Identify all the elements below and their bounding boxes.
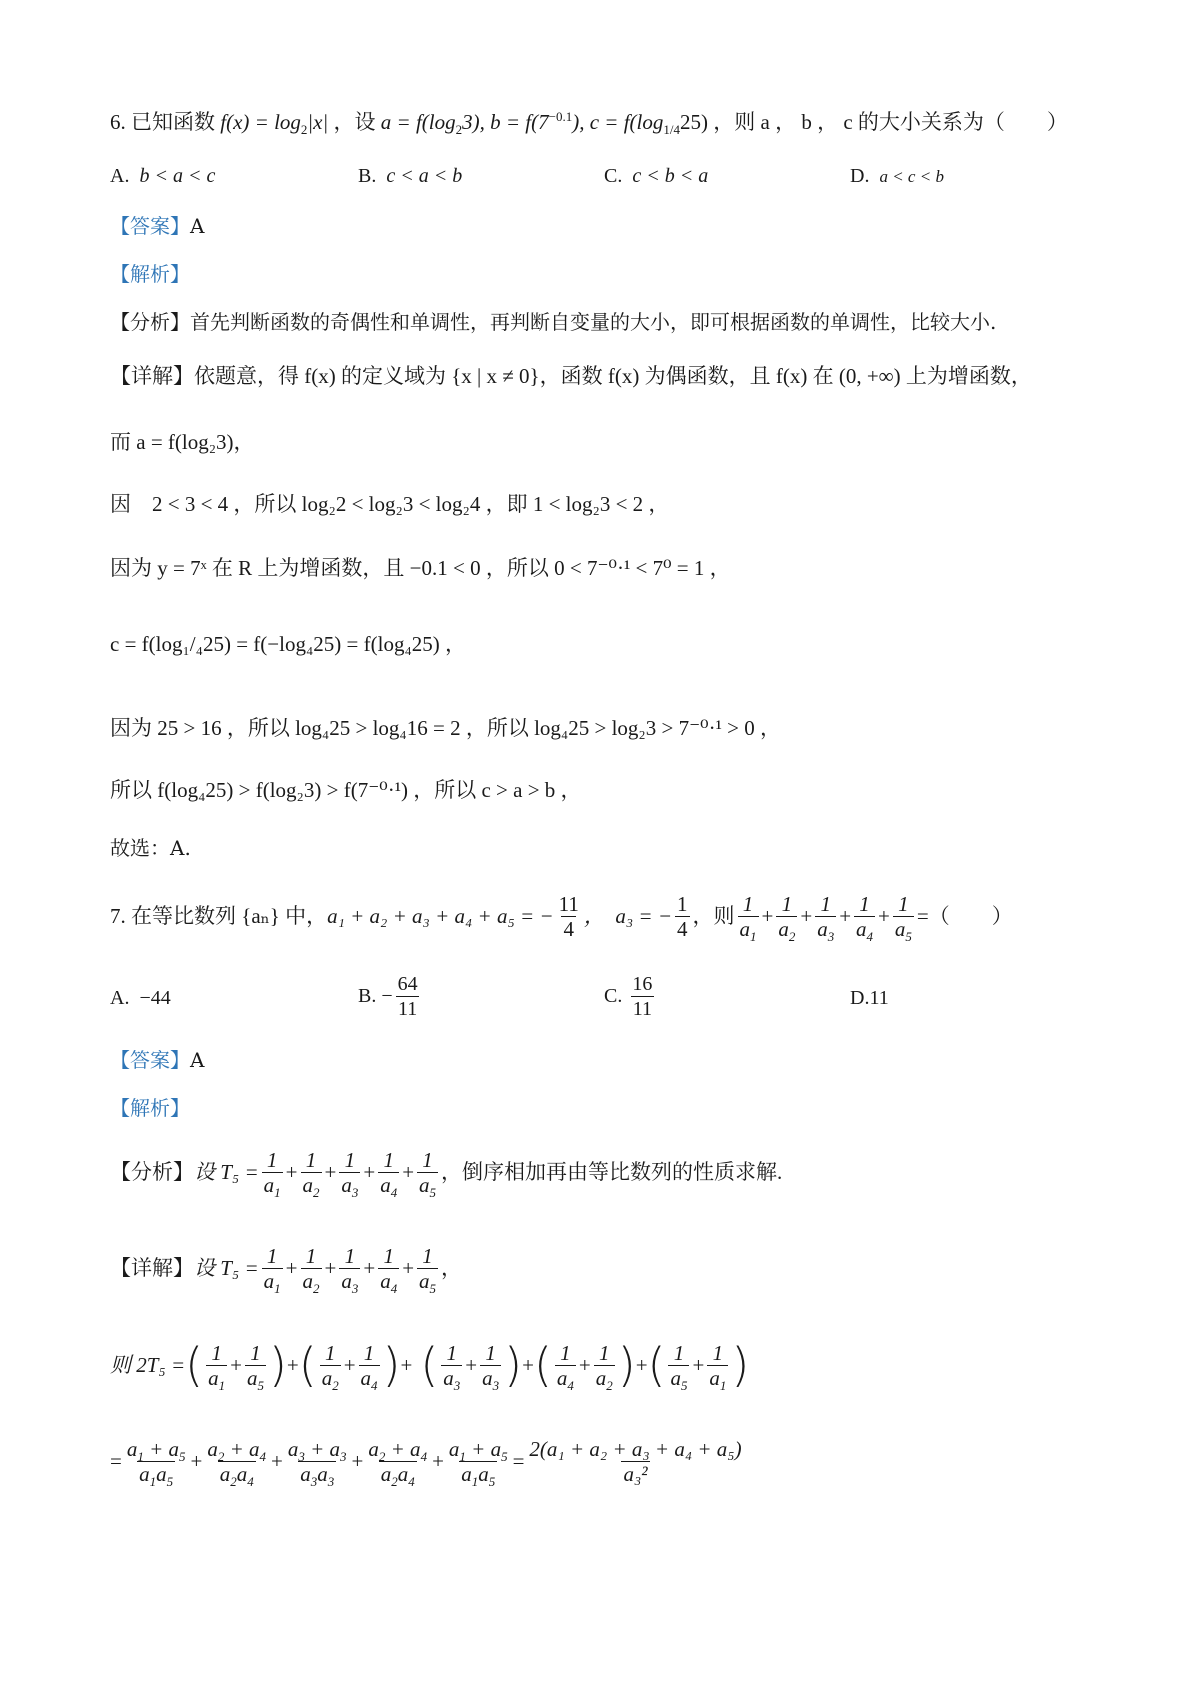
- q7-option-c: C. $\frac{16}{11}$: [604, 972, 653, 1020]
- q6-line-3: 因 2 < 3 < 4 ，所以 log₂2 < log₂3 < log₂4 ，即 1 < log₂3 < 2 ，: [110, 492, 670, 516]
- q6-option-a: A. b < a < c: [110, 165, 216, 187]
- q7-stem: 7. 在等比数列 {aₙ} 中， a₁ + a₂ + a₃ + a₄ + a₅ = − $\frac{11}{4}$ ， a₃ = − $\frac{1}{4}$ ，则 $\frac{1}{a_1}$ + $\frac{1}{a_2}$ + $\frac{1}{a_3}$ + $\frac{1}{a_4}$ + $\frac{1}{a_5}$ =（ ）: [110, 891, 1013, 944]
- q7-option-b: B. − $\frac{64}{11}$: [358, 972, 418, 1020]
- q6-option-c: C. c < b < a: [604, 165, 709, 187]
- q6-stem: 6. 已知函数 $f(x) = \log_2|x|$ ，设 $a = f(\log_23)$, $b = f(7^{-0.1})$, $c = f(\log_{1/4}25)$ ，则 a ， b ， c 的大小关系为（ ）: [110, 109, 1068, 138]
- q6-fenxi: 【分析】首先判断函数的奇偶性和单调性，再判断自变量的大小，即可根据函数的单调性，比较大小.: [110, 310, 997, 334]
- q6-number: 6. 已知函数: [110, 110, 215, 134]
- q7-line-then: 则 2T₅ = ( $\frac{1}{a_1}$ + $\frac{1}{a_5}$ ) + ( $\frac{1}{a_2}$ + $\frac{1}{a_4}$ ) + ( $\frac{1}{a_3}$ + $\frac{1}{a_3}$ ) + ( $\frac{1}{a_4}$ + $\frac{1}{a_2}$ ) + ( $\frac{1}{a_5}$ + $\frac{1}{a_1}$ ): [110, 1338, 750, 1393]
- q7-line-eq: = $\frac{a_1 + a_5}{a_1a_5}$ + $\frac{a_2 + a_4}{a_2a_4}$ + $\frac{a_3 + a_3}{a_3a_3}$ + $\frac{a_2 + a_4}{a_2a_4}$ + $\frac{a_1 + a_5}{a_1a_5}$ = $\frac{\text{2(a₁ + a₂ + a₃ + a₄ + a₅)}}{\text{a₃²}}$: [110, 1436, 742, 1489]
- q7-analysis-tag: 【解析】: [110, 1096, 190, 1120]
- q6-line-4: 因为 y = 7ˣ 在 R 上为增函数，且 −0.1 < 0 ，所以 0 < 7⁻⁰·¹ < 7⁰ = 1 ，: [110, 556, 731, 580]
- q6-answer: 【答案】A: [110, 214, 205, 238]
- q6-option-b: B. c < a < b: [358, 165, 463, 187]
- q6-line-8: 故选：A.: [110, 836, 191, 860]
- q6-line-5: c = f(log₁/₄25) = f(−log₄25) = f(log₄25) ，: [110, 632, 467, 656]
- q7-option-d: D.11: [850, 987, 889, 1009]
- q7-fenxi: 【分析】 设 T₅ = $\frac{1}{a_1}$ + $\frac{1}{a_2}$ + $\frac{1}{a_3}$ + $\frac{1}{a_4}$ + $\frac{1}{a_5}$ ，倒序相加再由等比数列的性质求解.: [110, 1147, 783, 1200]
- q7-xiangjie: 【详解】 设 T₅ = $\frac{1}{a_1}$ + $\frac{1}{a_2}$ + $\frac{1}{a_3}$ + $\frac{1}{a_4}$ + $\frac{1}{a_5}$ ，: [110, 1243, 463, 1296]
- q7-answer: 【答案】A: [110, 1048, 205, 1072]
- q6-line-2: 而 a = f(log₂3)，: [110, 430, 255, 454]
- q7-option-a: A. −44: [110, 987, 171, 1009]
- q6-analysis-tag: 【解析】: [110, 262, 190, 286]
- q6-line-7: 所以 f(log₄25) > f(log₂3) > f(7⁻⁰·¹) ，所以 c > a > b ，: [110, 778, 582, 802]
- q6-xiangjie: 【详解】依题意，得 f(x) 的定义域为 {x | x ≠ 0}，函数 f(x) 为偶函数，且 f(x) 在 (0, +∞) 上为增函数，: [110, 364, 1032, 388]
- q6-option-d: D. a < c < b: [850, 165, 944, 187]
- q6-line-6: 因为 25 > 16 ，所以 log₄25 > log₄16 = 2 ，所以 log₄25 > log₂3 > 7⁻⁰·¹ > 0 ，: [110, 716, 781, 740]
